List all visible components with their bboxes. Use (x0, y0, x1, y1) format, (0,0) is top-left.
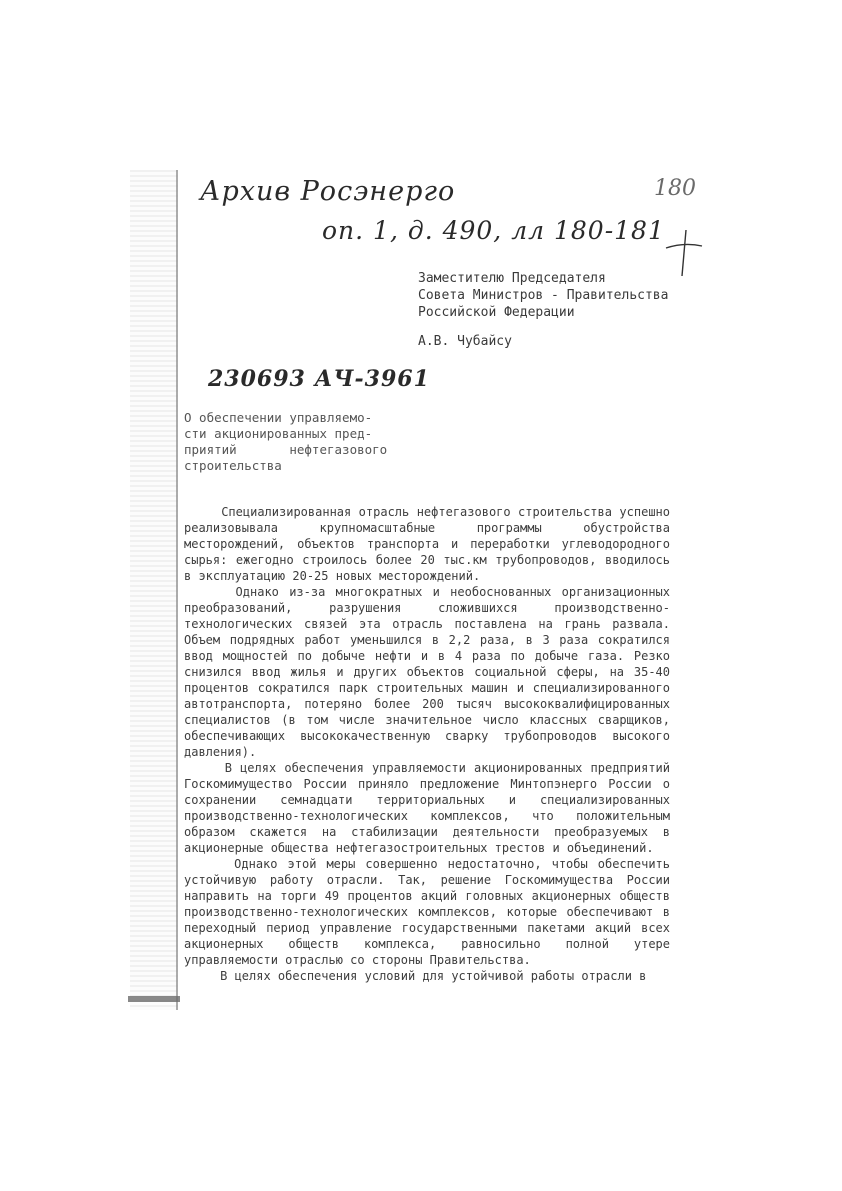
body-paragraph: В целях обеспечения управляемости акционированных предприятий Госкомимущество России приняло предложение Минтопэнерго России о сохранении семнадцати территориальных и специализированных производственно-технологических комплексов, что положительным образом скажется на стабилизации деятельности преобразуемых в акционерные общества нефтегазостроительных трестов и объединений. (184, 761, 678, 855)
handwritten-archive-note: Архив Росэнерго (200, 176, 456, 207)
letter-body (184, 504, 678, 984)
addressee-block: Заместителю Председателя Совета Министров - Правительства Российской Федерации (418, 271, 669, 320)
scan-bottom-mark (128, 996, 180, 1002)
handwritten-page-number: 180 (654, 176, 696, 201)
scan-binding-shadow (130, 170, 178, 1010)
body-paragraph: Однако из-за многократных и необоснованных организационных преобразований, разрушения сложившихся производственно-технологических связей эта отрасль поставлена на грань развала. Объем подрядных работ уменьшился в 2,2 раза, в 3 раза сократился ввод мощностей по добыче нефти и в 4 раза по добыче газа. Резко снизился ввод жилья и других объектов социальной сферы, на 35-40 процентов сократился парк строительных машин и специализированного автотранспорта, потеряно более 200 тысяч высококвалифицированных специалистов (в том числе значительное число классных сварщиков, обеспечивающих высококачественную сварку трубопроводов высокого давления). (184, 585, 678, 759)
body-paragraph: Специализированная отрасль нефтегазового строительства успешно реализовывала крупномасштабные программы обустройства месторождений, объектов транспорта и переработки углеводородного сырья: ежегодно строилось более 20 тыс.км трубопроводов, вводилось в эксплуатацию 20-25 новых месторождений. (184, 505, 678, 583)
body-paragraph: В целях обеспечения условий для устойчивой работы отрасли в (184, 969, 647, 983)
handwritten-archive-reference: оп. 1, д. 490, лл 180-181 (322, 216, 665, 245)
scan-binding-edge (176, 170, 178, 1010)
addressee-name: А.В. Чубайсу (418, 334, 512, 349)
handwritten-cross-mark (664, 228, 704, 278)
registration-number: 230693 АЧ-3961 (208, 366, 430, 392)
subject-heading: О обеспечении управляемо- сти акционированных пред- приятий нефтегазового строительства (184, 410, 388, 473)
body-paragraph: Однако этой меры совершенно недостаточно, чтобы обеспечить устойчивую работу отрасли. Так, решение Госкомимущества России направить на торги 49 процентов акций головных акционерных обществ производственно-технологических комплексов, которые обеспечивают в переходный период управление государственными пакетами акций всех акционерных обществ комплекса, равносильно полной утере управляемости отраслью со стороны Правительства. (184, 857, 678, 967)
